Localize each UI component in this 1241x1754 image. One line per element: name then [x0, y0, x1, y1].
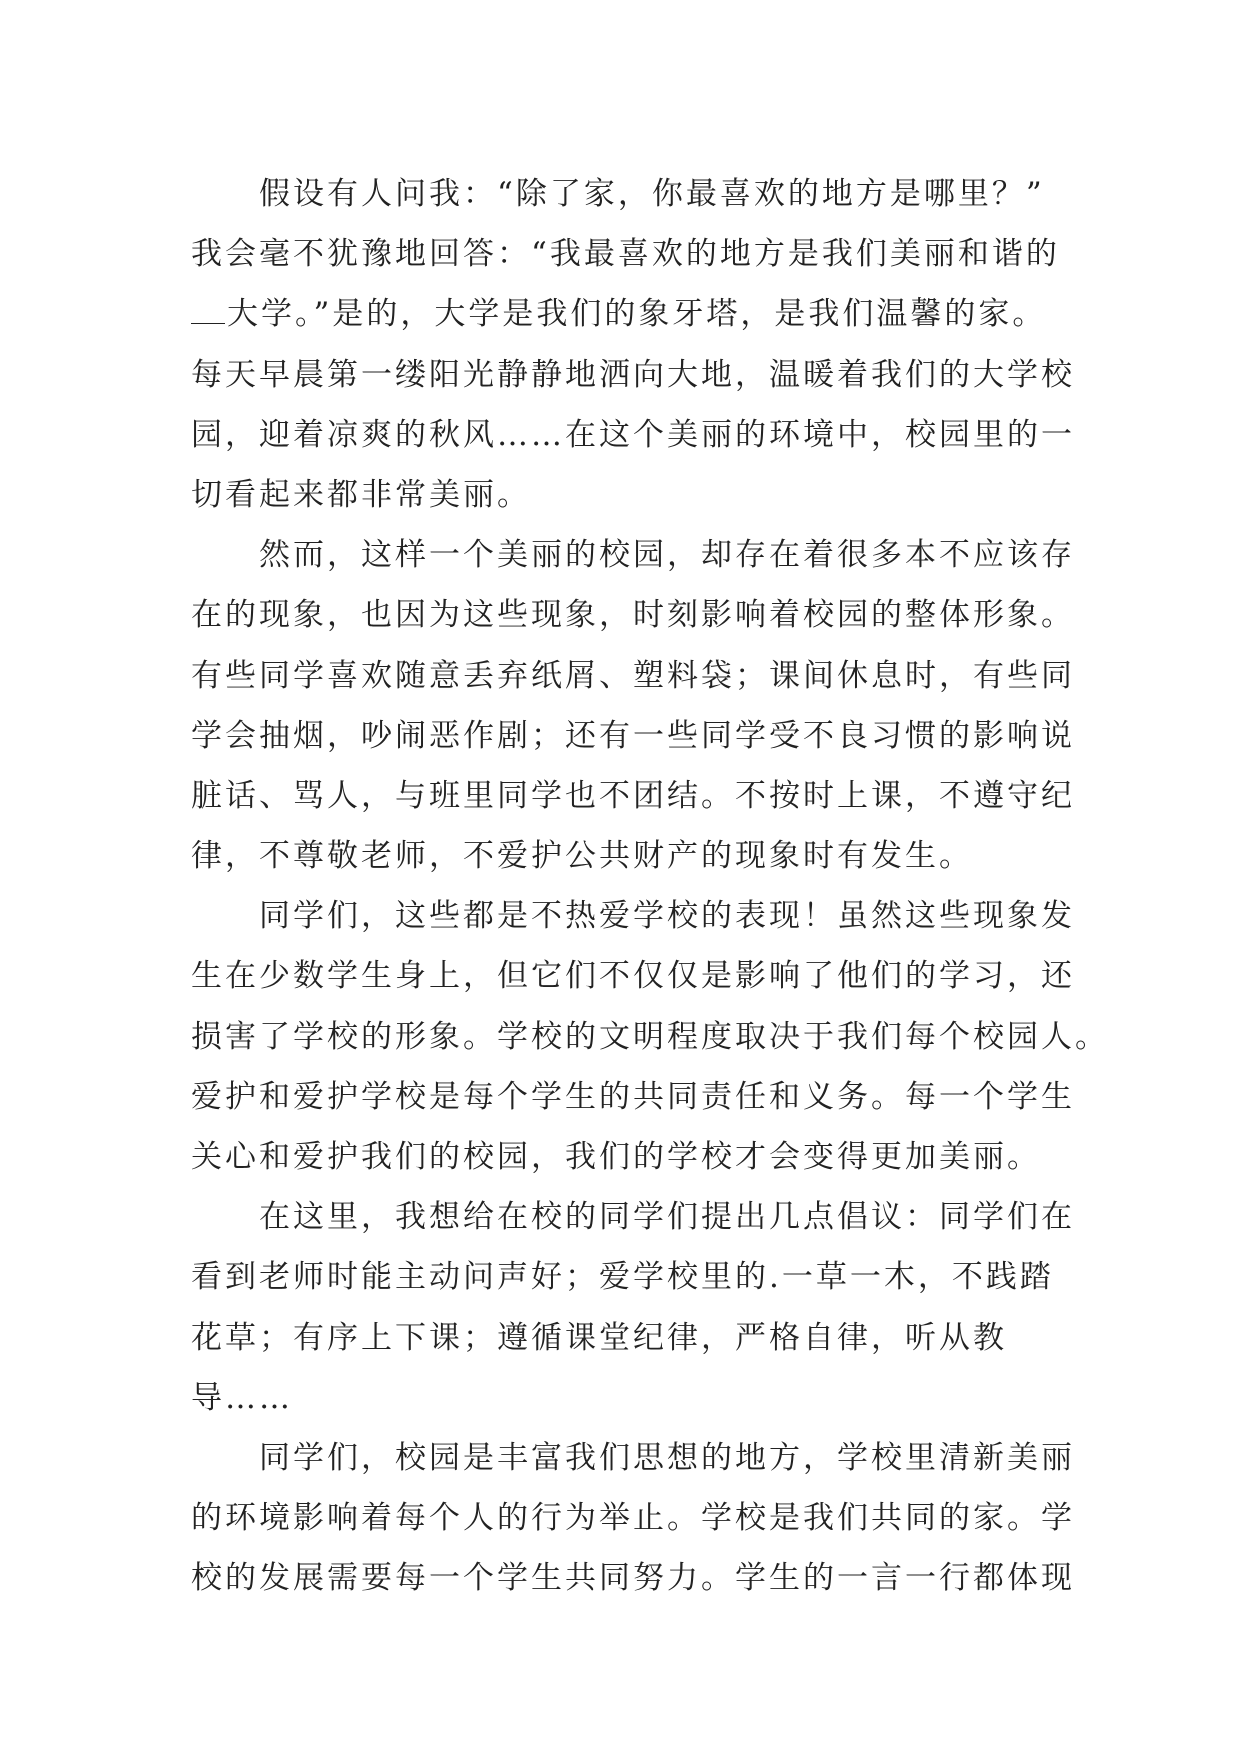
paragraph-line: 导…… — [191, 1379, 293, 1416]
paragraph-line: 假设有人问我：“除了家，你最喜欢的地方是哪里？” — [191, 176, 1045, 212]
paragraph-line: 同学们，校园是丰富我们思想的地方，学校里清新美丽 — [191, 1439, 1075, 1476]
paragraph-line: 园，迎着凉爽的秋风……在这个美丽的环境中，校园里的一 — [191, 416, 1075, 453]
paragraph-line: 律，不尊敬老师，不爱护公共财产的现象时有发生。 — [191, 838, 973, 875]
paragraph-line: 我会毫不犹豫地回答：“我最喜欢的地方是我们美丽和谐的 — [191, 236, 1060, 273]
line-text: 大学。”是的，大学是我们的象牙塔，是我们温馨的家。 — [227, 296, 1047, 333]
paragraph-line: 爱护和爱护学校是每个学生的共同责任和义务。每一个学生 — [191, 1078, 1075, 1115]
paragraph-line: 在这里，我想给在校的同学们提出几点倡议：同学们在 — [191, 1199, 1075, 1236]
paragraph-line: 校的发展需要每一个学生共同努力。学生的一言一行都体现 — [191, 1560, 1075, 1597]
paragraph-line: 在的现象，也因为这些现象，时刻影响着校园的整体形象。 — [191, 597, 1075, 634]
paragraph-line: 同学们，这些都是不热爱学校的表现！虽然这些现象发 — [191, 898, 1075, 935]
paragraph-line: 学会抽烟，吵闹恶作剧；还有一些同学受不良习惯的影响说 — [191, 717, 1075, 754]
paragraph-line: 有些同学喜欢随意丢弃纸屑、塑料袋；课间休息时，有些同 — [191, 657, 1075, 694]
paragraph-line — [191, 284, 1071, 344]
paragraph-line: 损害了学校的形象。学校的文明程度取决于我们每个校园人。 — [191, 1018, 1109, 1055]
paragraph-line: 每天早晨第一缕阳光静静地洒向大地，温暖着我们的大学校 — [191, 356, 1075, 393]
document-body — [191, 164, 1109, 1609]
paragraph-line: 花草；有序上下课；遵循课堂纪律，严格自律，听从教 — [191, 1319, 1007, 1356]
fill-in-blank — [191, 292, 225, 324]
paragraph-line: 切看起来都非常美丽。 — [191, 476, 531, 513]
paragraph-line: 看到老师时能主动问声好；爱学校里的.一草一木，不践踏 — [191, 1259, 1054, 1296]
paragraph-line: 生在少数学生身上，但它们不仅仅是影响了他们的学习，还 — [191, 958, 1075, 995]
paragraph-line: 的环境影响着每个人的行为举止。学校是我们共同的家。学 — [191, 1500, 1075, 1537]
paragraph-line: 然而，这样一个美丽的校园，却存在着很多本不应该存 — [191, 537, 1075, 574]
paragraph-line: 脏话、骂人，与班里同学也不团结。不按时上课，不遵守纪 — [191, 777, 1075, 814]
paragraph-line: 关心和爱护我们的校园，我们的学校才会变得更加美丽。 — [191, 1139, 1041, 1175]
